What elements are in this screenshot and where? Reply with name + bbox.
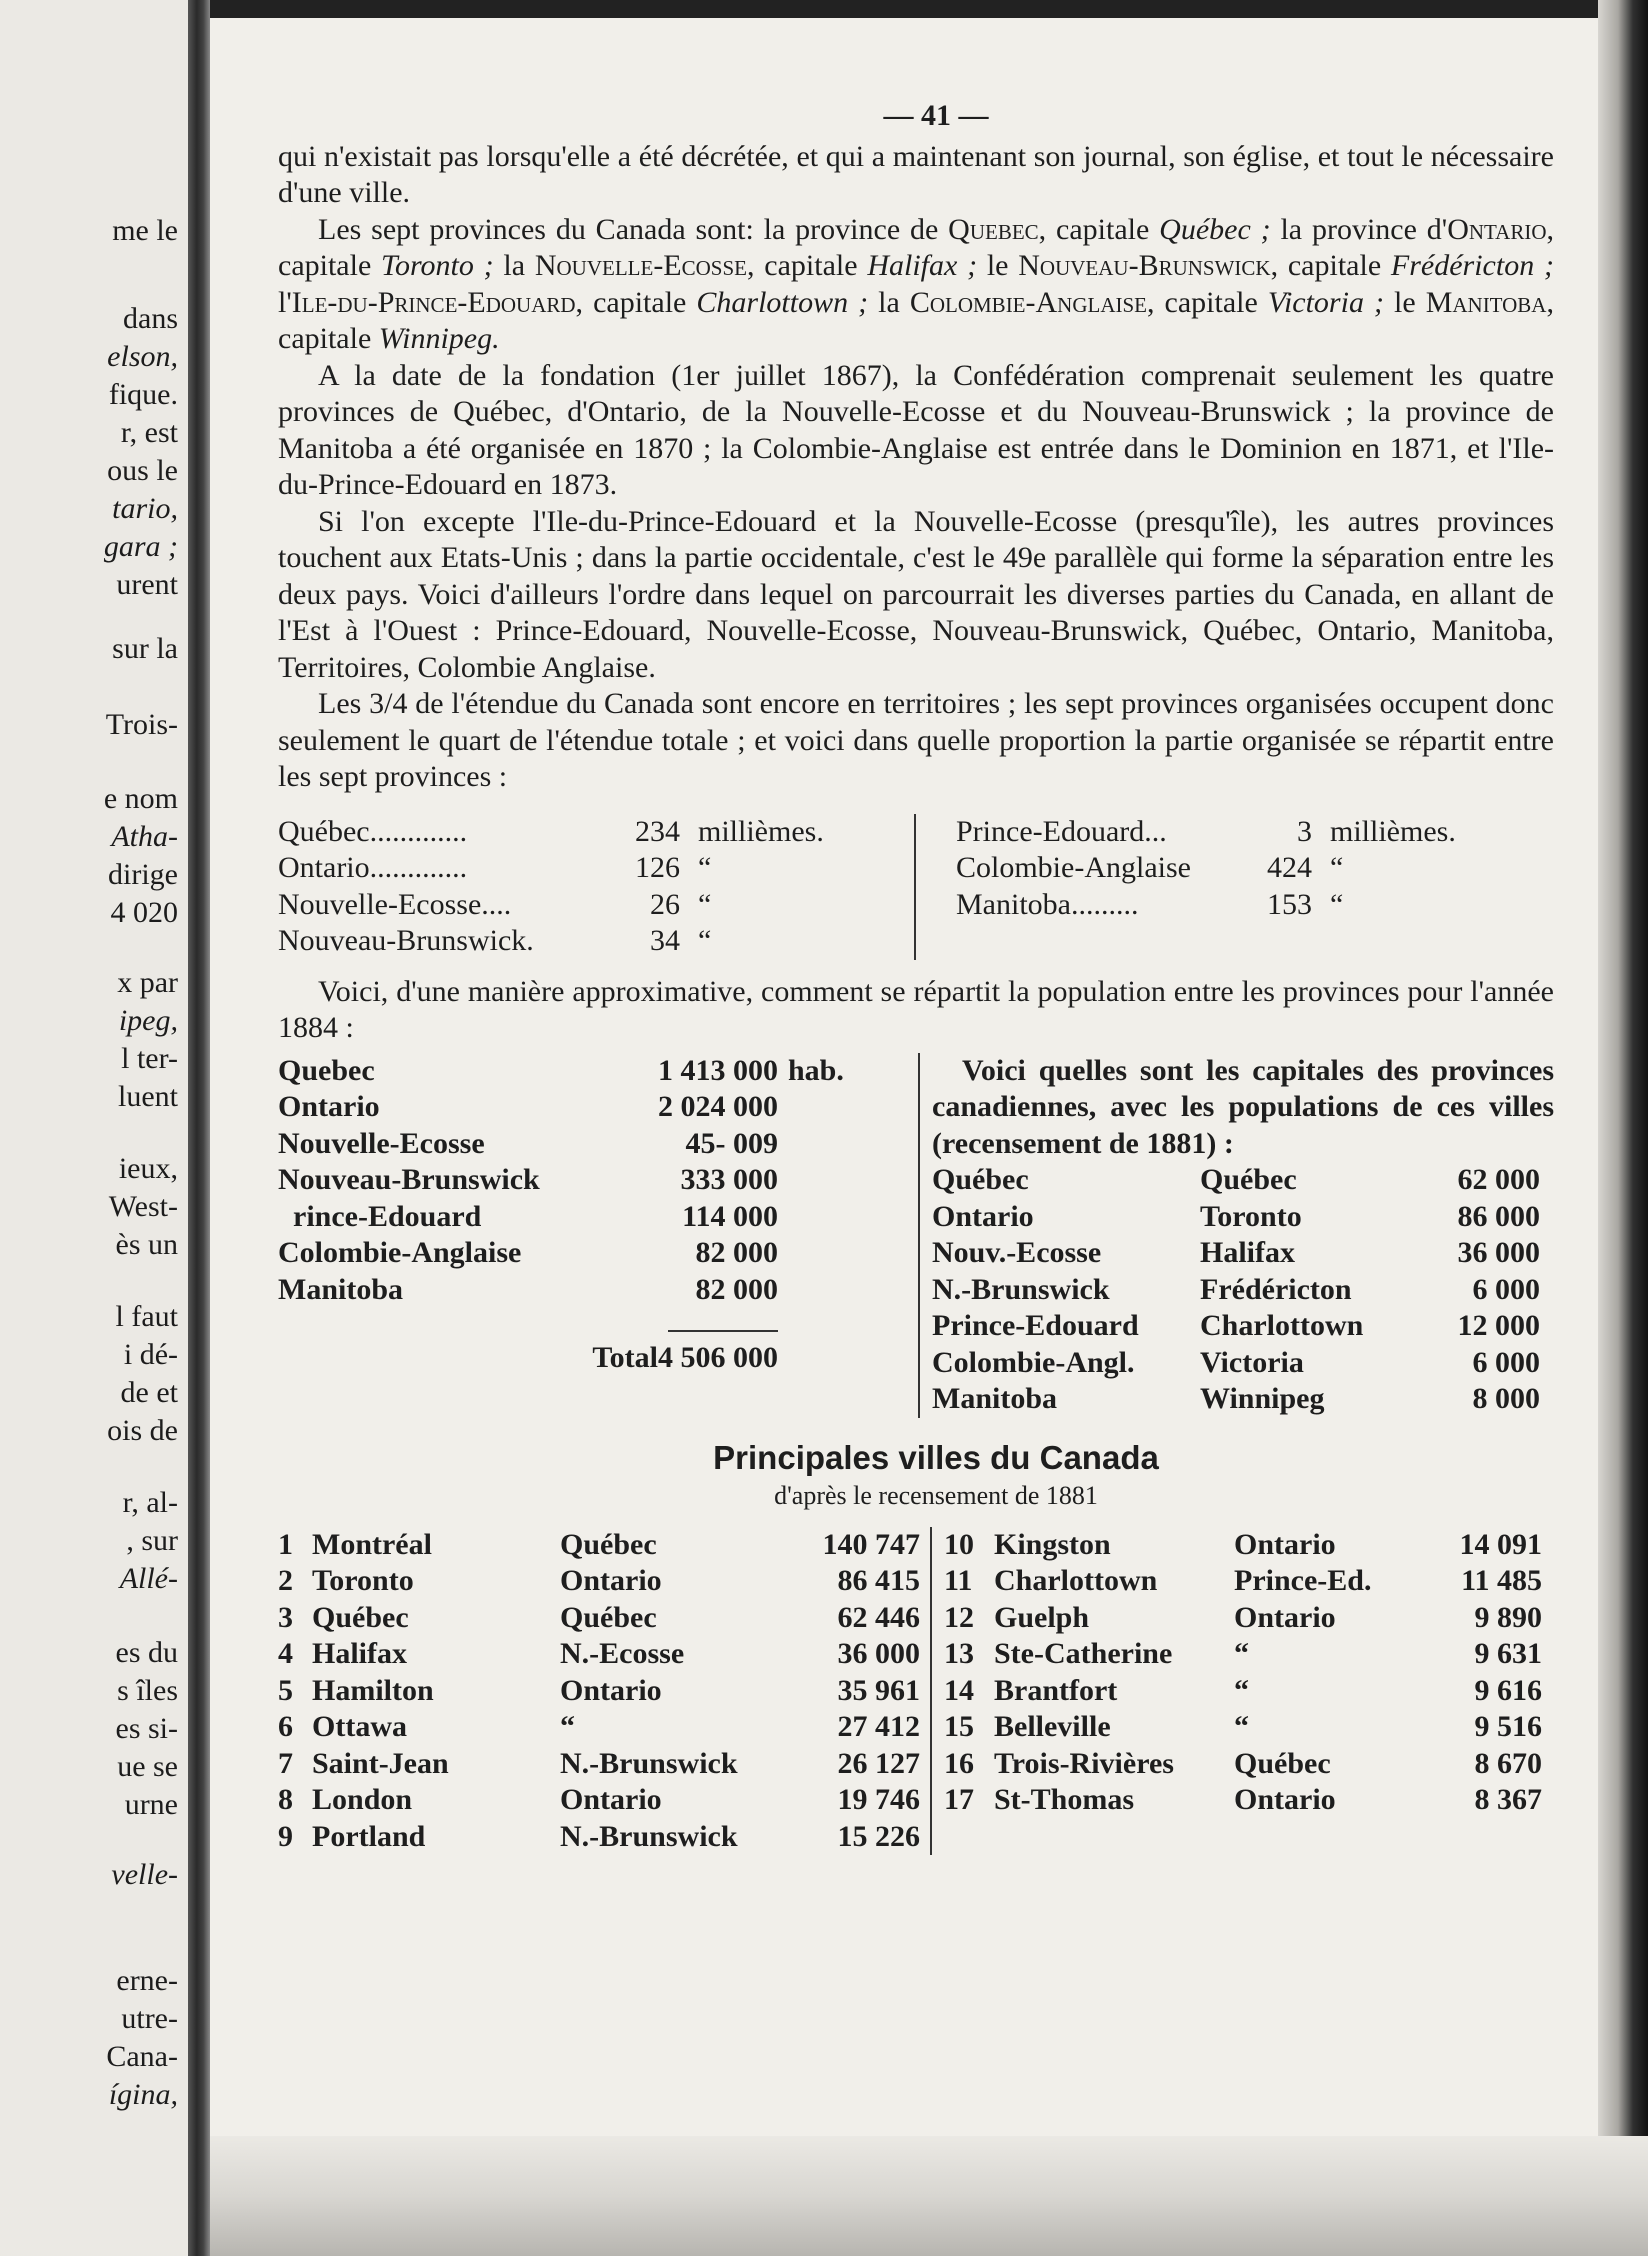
margin-fragment: l faut (115, 1300, 178, 1333)
margin-fragment: tario, (112, 492, 178, 525)
proportion-value: 234 (635, 814, 680, 848)
city-name: Saint-Jean (312, 1746, 449, 1780)
city-rank: 6 (278, 1710, 293, 1743)
top-shadow (210, 0, 1648, 18)
capital-population: 62 000 (1457, 1163, 1540, 1196)
province-name: Manitoba......... (956, 887, 1139, 921)
city-province: Ontario (560, 1564, 662, 1597)
city-population: 86 415 (837, 1564, 920, 1597)
province-name: Manitoba (1425, 285, 1547, 319)
city-province: Prince-Ed. (1234, 1564, 1372, 1597)
capital-city: Charlottown (1200, 1309, 1364, 1342)
margin-fragment: dans (123, 302, 178, 335)
population-row (278, 1235, 918, 1272)
paragraph-population: Voici, d'une manière approximative, comment se répartit la population entre les provinces pour l'année 1884 : (278, 974, 1554, 1044)
population-row (278, 1053, 918, 1090)
margin-fragment: urent (116, 568, 178, 601)
proportion-column-right (916, 814, 1456, 960)
city-rank: 9 (278, 1819, 293, 1853)
capital-name: Charlottown ; (696, 285, 869, 319)
left-margin-text (0, 0, 190, 2256)
city-name: St-Thomas (994, 1783, 1135, 1816)
population-row (278, 1126, 918, 1163)
province-name: Nouveau-Brunswick (278, 1163, 540, 1196)
city-rank: 1 (278, 1527, 293, 1561)
city-province: Ontario (1234, 1527, 1336, 1561)
city-rank: 10 (944, 1527, 974, 1561)
province-name: Ile-du-Prince-Edouard (291, 285, 576, 319)
margin-fragment: ígina, (108, 2078, 178, 2111)
city-population: 27 412 (837, 1710, 920, 1743)
cities-table (278, 1527, 1554, 1856)
city-rank: 11 (944, 1564, 973, 1597)
city-row (278, 1709, 930, 1746)
province-name: Prince-Edouard... (956, 814, 1167, 848)
margin-fragment: Trois- (105, 708, 178, 741)
city-name: Trois-Rivières (994, 1746, 1174, 1780)
capital-name: Frédéricton ; (1390, 249, 1554, 282)
population-value: 333 000 (680, 1163, 778, 1196)
city-row (944, 1782, 1542, 1819)
proportion-unit: “ (698, 851, 712, 884)
margin-fragment: erne- (116, 1964, 178, 1997)
proportion-unit: millièmes. (698, 814, 824, 848)
margin-fragment: sur la (112, 632, 178, 665)
margin-fragment: West- (108, 1190, 178, 1223)
capital-row (932, 1235, 1554, 1272)
province-name: Ontario (278, 1090, 380, 1123)
population-unit (778, 1162, 788, 1199)
text-run: la (493, 249, 535, 282)
margin-fragment: Allé- (119, 1562, 178, 1595)
total-rule (668, 1330, 778, 1332)
city-rank: 12 (944, 1600, 974, 1634)
margin-fragment: ipeg, (118, 1004, 178, 1037)
city-name: Charlottown (994, 1564, 1158, 1597)
city-population: 8 670 (1474, 1746, 1542, 1780)
page-number: — 41 — (883, 99, 989, 132)
proportion-value: 126 (635, 851, 680, 884)
margin-fragment: ois de (107, 1414, 178, 1447)
capital-row (932, 1199, 1554, 1236)
total-label: Total (592, 1341, 658, 1374)
city-rank: 4 (278, 1637, 293, 1670)
city-row (278, 1673, 930, 1710)
city-row (278, 1636, 930, 1673)
province-name: Colombie-Anglaise (909, 285, 1147, 319)
population-row (278, 1162, 918, 1199)
margin-fragment: es si- (115, 1712, 178, 1745)
bottom-page-edge (210, 2136, 1648, 2256)
margin-fragment: ès un (115, 1228, 178, 1261)
city-province: “ (1234, 1710, 1249, 1743)
city-name: Belleville (994, 1710, 1111, 1743)
city-row (944, 1527, 1542, 1564)
population-row (278, 1199, 918, 1236)
city-population: 9 631 (1474, 1637, 1542, 1670)
city-population: 35 961 (837, 1673, 920, 1707)
city-name: Kingston (994, 1527, 1111, 1561)
margin-fragment: ieux, (118, 1152, 178, 1185)
city-province: “ (1234, 1637, 1249, 1670)
province-name: Ontario (1447, 212, 1547, 246)
city-name: Brantfort (994, 1673, 1118, 1707)
book-spine (188, 0, 210, 2256)
city-name: Portland (312, 1819, 426, 1853)
population-unit (778, 1089, 788, 1126)
margin-fragment: me le (112, 214, 178, 247)
population-block (278, 1053, 1554, 1418)
population-row (278, 1089, 918, 1126)
population-unit (778, 1199, 788, 1236)
capital-population: 86 000 (1457, 1199, 1540, 1233)
province-name: Quebec (948, 212, 1039, 246)
capital-population: 8 000 (1472, 1382, 1540, 1415)
margin-fragment: 4 020 (110, 896, 178, 929)
proportion-row (956, 850, 1456, 887)
province-name: Ontario............. (278, 851, 468, 884)
proportion-row (956, 814, 1456, 851)
margin-fragment: Atha- (111, 820, 178, 853)
capitals-intro: Voici quelles sont les capitales des provinces canadiennes, avec les populations de ces villes (recensement de 1881) : (932, 1053, 1554, 1160)
population-total-row (278, 1340, 918, 1377)
text-run: , capitale (747, 249, 868, 282)
province-name: Nouvelle-Ecosse.... (278, 887, 512, 921)
capital-name: Halifax ; (867, 249, 978, 282)
proportion-row (278, 850, 914, 887)
margin-fragment: luent (118, 1080, 178, 1113)
population-unit (778, 1272, 788, 1309)
province-name: Ontario (932, 1199, 1034, 1233)
capital-population: 6 000 (1472, 1345, 1540, 1379)
capital-population: 36 000 (1457, 1236, 1540, 1269)
province-name: Prince-Edouard (932, 1309, 1139, 1342)
city-province: Québec (560, 1527, 657, 1561)
city-rank: 8 (278, 1783, 293, 1816)
margin-fragment: s îles (117, 1674, 178, 1707)
city-rank: 2 (278, 1564, 293, 1597)
paragraph-territories: Les 3/4 de l'étendue du Canada sont encore en territoires ; les sept provinces organisées occupent donc seulement le quart de l'étendue totale ; et voici dans quelle proportion la partie organisée se répartit entre les sept provinces : (278, 687, 1554, 793)
city-row (944, 1636, 1542, 1673)
capital-city: Halifax (1200, 1236, 1295, 1269)
capital-row (932, 1345, 1554, 1382)
margin-fragment: ous le (107, 454, 178, 487)
margin-fragment: urne (124, 1788, 178, 1821)
right-page-edge (1598, 0, 1648, 2256)
margin-fragment: velle- (111, 1858, 178, 1891)
city-rank: 7 (278, 1746, 293, 1780)
city-row (944, 1600, 1542, 1637)
city-province: N.-Brunswick (560, 1746, 738, 1780)
city-province: N.-Ecosse (560, 1637, 685, 1670)
city-population: 62 446 (837, 1600, 920, 1634)
province-name: Colombie-Angl. (932, 1345, 1135, 1379)
proportion-unit: “ (698, 924, 712, 957)
capital-population: 12 000 (1457, 1309, 1540, 1342)
capital-city: Winnipeg (1200, 1382, 1325, 1415)
text-run: , capitale (1147, 285, 1268, 319)
city-row (278, 1782, 930, 1819)
city-province: Québec (1234, 1746, 1331, 1780)
province-name: N.-Brunswick (932, 1272, 1110, 1306)
cities-column-right (932, 1527, 1542, 1856)
proportion-value: 3 (1297, 814, 1312, 848)
margin-fragment: r, al- (122, 1486, 178, 1519)
city-row (944, 1563, 1542, 1600)
capital-city: Frédéricton (1200, 1272, 1352, 1306)
province-name: Nouv.-Ecosse (932, 1236, 1102, 1269)
capital-city: Victoria (1200, 1345, 1304, 1379)
city-name: Toronto (312, 1564, 414, 1597)
capital-name: Québec ; (1159, 212, 1271, 246)
proportion-value: 424 (1267, 851, 1312, 884)
city-population: 26 127 (837, 1746, 920, 1780)
city-population: 15 226 (837, 1819, 920, 1853)
city-province: Québec (560, 1600, 657, 1634)
margin-fragment: i dé- (123, 1338, 178, 1371)
paragraph-borders: Si l'on excepte l'Ile-du-Prince-Edouard et la Nouvelle-Ecosse (presqu'île), les autres provinces touchent aux Etats-Unis ; dans la partie occidentale, c'est le 49e parallèle qui forme la séparation entre les deux pays. Voici d'ailleurs l'ordre dans lequel on parcourrait les diverses parties du Canada, en allant de l'Est à l'Ouest : Prince-Edouard, Nouvelle-Ecosse, Nouveau-Brunswick, Québec, Ontario, Manitoba, Territoires, Colombie Anglaise. (278, 504, 1554, 684)
text-run: le (977, 249, 1019, 282)
city-province: “ (1234, 1673, 1249, 1707)
capital-name: Victoria ; (1267, 285, 1384, 319)
text-run: le (1383, 285, 1426, 319)
text-run: Les sept provinces du Canada sont: la province de (318, 212, 949, 246)
city-name: Halifax (312, 1637, 407, 1670)
city-name: Ottawa (312, 1710, 407, 1743)
proportion-row (278, 814, 914, 851)
population-row (278, 1272, 918, 1309)
city-province: Ontario (560, 1783, 662, 1816)
city-province: “ (560, 1710, 575, 1743)
city-province: Ontario (1234, 1600, 1336, 1634)
city-row (944, 1673, 1542, 1710)
text-run: , capitale (1038, 212, 1160, 246)
capital-city: Toronto (1200, 1199, 1302, 1233)
province-name: Quebec (278, 1053, 375, 1087)
margin-fragment: r, est (120, 416, 178, 449)
margin-fragment: , sur (126, 1524, 178, 1557)
city-name: Québec (312, 1600, 409, 1634)
population-value: 45- 009 (685, 1126, 778, 1160)
city-rank: 17 (944, 1783, 974, 1816)
margin-fragment: l ter- (121, 1042, 178, 1075)
city-rank: 13 (944, 1637, 974, 1670)
margin-fragment: de et (120, 1376, 178, 1409)
proportion-unit: “ (1330, 851, 1344, 884)
city-rank: 16 (944, 1746, 974, 1780)
text-run: , capitale (278, 285, 1554, 355)
proportion-row (278, 923, 914, 960)
population-value: 2 024 000 (658, 1090, 778, 1123)
province-name: Nouveau-Brunswick (1018, 249, 1271, 282)
population-unit (778, 1235, 788, 1272)
province-name: Québec............. (278, 814, 468, 848)
province-name: Colombie-Anglaise (278, 1236, 522, 1269)
paragraph-provinces (278, 212, 1554, 358)
population-value: 1 413 000 (658, 1053, 778, 1087)
population-unit (778, 1126, 788, 1163)
proportion-column-left (278, 814, 916, 960)
province-name: Manitoba (278, 1272, 404, 1306)
city-population: 11 485 (1461, 1564, 1542, 1597)
population-value: 114 000 (682, 1199, 778, 1233)
margin-fragment: dirige (108, 858, 178, 891)
capital-city: Québec (1200, 1163, 1297, 1196)
population-table (278, 1053, 920, 1418)
city-name: Ste-Catherine (994, 1637, 1173, 1670)
city-row (278, 1527, 930, 1564)
city-population: 140 747 (822, 1527, 920, 1561)
province-name: Manitoba (932, 1382, 1058, 1415)
margin-fragment: es du (115, 1636, 178, 1669)
text-run: , capitale (1270, 249, 1391, 282)
city-row (278, 1746, 930, 1783)
city-rank: 15 (944, 1710, 974, 1743)
proportion-value: 153 (1267, 887, 1312, 921)
capitals-table (920, 1053, 1554, 1418)
city-population: 9 516 (1474, 1710, 1542, 1743)
population-value: 82 000 (695, 1236, 778, 1269)
city-row (944, 1746, 1542, 1783)
proportion-row (956, 887, 1456, 924)
text-run: , capitale (278, 212, 1555, 282)
text-run: la province d' (1270, 212, 1448, 246)
cities-column-left (278, 1527, 932, 1856)
margin-fragment: e nom (103, 782, 178, 815)
text-run: l' (278, 285, 292, 319)
province-name: rince-Edouard (278, 1199, 482, 1233)
city-province: Ontario (1234, 1783, 1336, 1816)
proportion-table (278, 814, 1554, 960)
capital-row (932, 1308, 1554, 1345)
city-population: 14 091 (1459, 1527, 1542, 1561)
province-name: Nouvelle-Ecosse (278, 1126, 485, 1160)
text-run: , capitale (575, 285, 697, 319)
margin-fragment: fique. (108, 378, 178, 411)
city-row (278, 1600, 930, 1637)
population-unit: hab. (788, 1053, 844, 1087)
proportion-value: 26 (650, 887, 680, 921)
capital-row (932, 1272, 1554, 1309)
capital-row (932, 1162, 1554, 1199)
capital-name: Toronto ; (381, 249, 494, 282)
city-row (278, 1819, 930, 1856)
city-rank: 14 (944, 1673, 974, 1707)
capital-population: 6 000 (1472, 1272, 1540, 1306)
province-name: Québec (932, 1163, 1029, 1196)
city-row (944, 1709, 1542, 1746)
capital-name: Winnipeg. (378, 322, 500, 355)
city-name: Hamilton (312, 1673, 434, 1707)
margin-fragment: utre- (121, 2002, 178, 2035)
city-population: 8 367 (1474, 1783, 1542, 1816)
city-name: Montréal (312, 1527, 432, 1561)
margin-fragment: elson, (107, 340, 178, 373)
margin-fragment: x par (117, 966, 178, 999)
city-population: 9 890 (1474, 1600, 1542, 1634)
city-province: Ontario (560, 1673, 662, 1707)
city-row (278, 1563, 930, 1600)
proportion-unit: “ (698, 887, 712, 921)
city-name: Guelph (994, 1600, 1090, 1634)
city-name: London (312, 1783, 413, 1816)
population-value: 82 000 (695, 1272, 778, 1306)
province-name: Nouveau-Brunswick. (278, 924, 534, 957)
cities-title: Principales villes du Canada (713, 1438, 1159, 1476)
cities-subtitle: d'après le recensement de 1881 (774, 1481, 1098, 1510)
proportion-row (278, 887, 914, 924)
proportion-value: 34 (650, 924, 680, 957)
city-population: 36 000 (837, 1637, 920, 1670)
margin-fragment: ue se (117, 1750, 178, 1783)
city-population: 19 746 (837, 1783, 920, 1816)
page-41 (210, 18, 1598, 2136)
total-value: 4 506 000 (658, 1341, 778, 1374)
margin-fragment: Cana- (106, 2040, 178, 2073)
proportion-unit: millièmes. (1330, 814, 1456, 848)
capital-row (932, 1381, 1554, 1418)
province-name: Colombie-Anglaise (956, 851, 1191, 884)
left-page-edge (0, 0, 190, 2256)
paragraph-foundation: A la date de la fondation (1er juillet 1867), la Confédération comprenait seulement les quatre provinces de Québec, d'Ontario, de la Nouvelle-Ecosse et du Nouveau-Brunswick ; la province de Manitoba a été organisée en 1870 ; la Colombie-Anglaise est entrée dans le Dominion en 1871, et l'Ile-du-Prince-Edouard en 1873. (278, 358, 1554, 501)
page-content (278, 98, 1554, 1855)
paragraph-1: qui n'existait pas lorsqu'elle a été décrétée, et qui a maintenant son journal, son église, et tout le nécessaire d'une ville. (278, 139, 1554, 209)
province-name: Nouvelle-Ecosse (534, 249, 747, 282)
text-run: la (868, 285, 910, 319)
proportion-unit: “ (1330, 887, 1344, 921)
city-population: 9 616 (1474, 1673, 1542, 1707)
margin-fragment: gara ; (103, 530, 178, 563)
city-province: N.-Brunswick (560, 1819, 738, 1853)
city-rank: 3 (278, 1600, 293, 1634)
city-rank: 5 (278, 1673, 293, 1707)
